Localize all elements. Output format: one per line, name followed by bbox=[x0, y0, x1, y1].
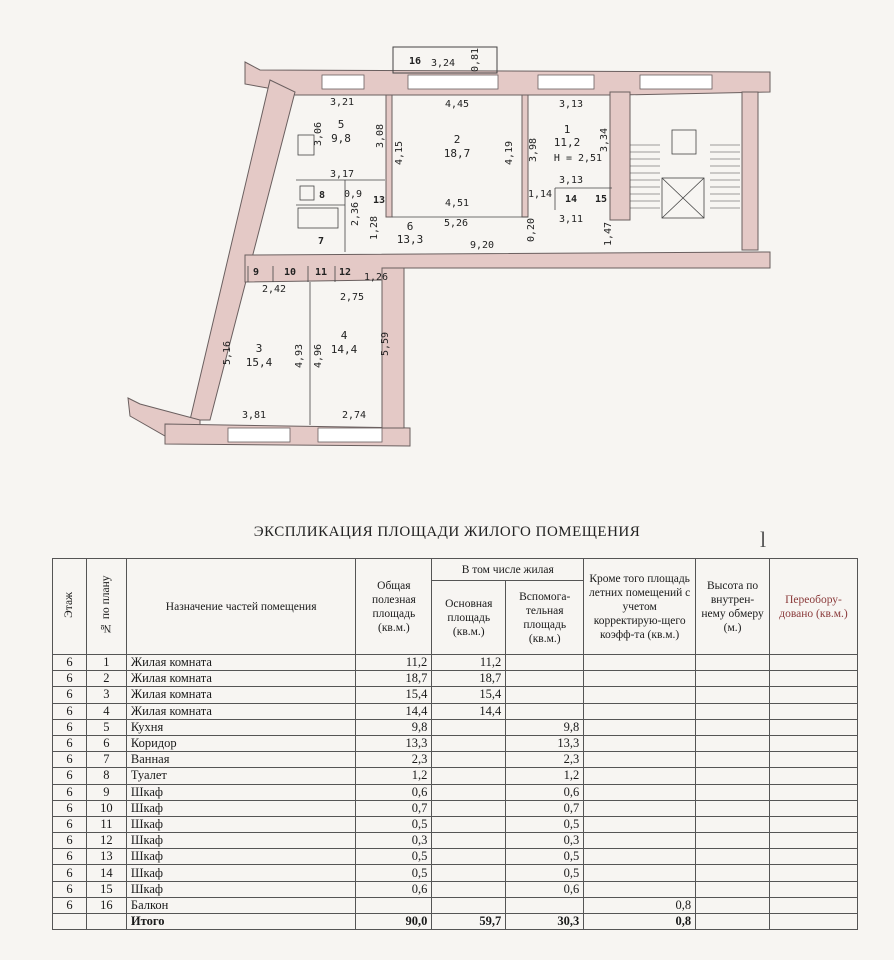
cell-name: Шкаф bbox=[126, 800, 356, 816]
table-row bbox=[53, 865, 858, 881]
cell-main: 15,4 bbox=[432, 687, 506, 703]
room-3-num: 3 bbox=[255, 342, 263, 355]
svg-text:3,08: 3,08 bbox=[375, 123, 386, 149]
cell-total bbox=[356, 897, 432, 913]
total-label: Итого bbox=[126, 914, 356, 930]
cell-rebuilt bbox=[770, 735, 858, 751]
cell-main bbox=[432, 735, 506, 751]
col-height: Высота по внутрен-нему обмеру (м.) bbox=[696, 559, 770, 655]
cell-height bbox=[696, 881, 770, 897]
svg-text:5,16: 5,16 bbox=[222, 340, 233, 366]
cell-num: 7 bbox=[86, 752, 126, 768]
table-row bbox=[53, 719, 858, 735]
room-6-area: 13,3 bbox=[396, 233, 424, 246]
svg-text:3,17: 3,17 bbox=[329, 169, 355, 180]
cell-aux bbox=[506, 671, 584, 687]
cell-height bbox=[696, 655, 770, 671]
cell-floor: 6 bbox=[53, 687, 87, 703]
col-aux: Вспомога-тельная площадь (кв.м.) bbox=[506, 581, 584, 655]
svg-text:5,26: 5,26 bbox=[443, 218, 469, 229]
cell-name: Ванная bbox=[126, 752, 356, 768]
cell-floor: 6 bbox=[53, 735, 87, 751]
total-aux: 30,3 bbox=[506, 914, 584, 930]
cell-name: Жилая комната bbox=[126, 655, 356, 671]
cell-floor: 6 bbox=[53, 849, 87, 865]
table-row bbox=[53, 735, 858, 751]
explication-table bbox=[52, 558, 858, 930]
cell-total: 0,5 bbox=[356, 816, 432, 832]
cell-aux: 0,5 bbox=[506, 865, 584, 881]
table-row bbox=[53, 800, 858, 816]
total-total: 90,0 bbox=[356, 914, 432, 930]
table-row bbox=[53, 752, 858, 768]
cell-num: 12 bbox=[86, 833, 126, 849]
table-row bbox=[53, 703, 858, 719]
cell-floor: 6 bbox=[53, 703, 87, 719]
col-floor: Этаж bbox=[53, 559, 87, 655]
total-summer: 0,8 bbox=[584, 914, 696, 930]
cell-rebuilt bbox=[770, 849, 858, 865]
cell-aux bbox=[506, 897, 584, 913]
room-4-area: 14,4 bbox=[330, 343, 358, 356]
table-row bbox=[53, 816, 858, 832]
svg-text:0,81: 0,81 bbox=[470, 47, 481, 73]
cell-floor: 6 bbox=[53, 816, 87, 832]
cell-total: 15,4 bbox=[356, 687, 432, 703]
cell-name: Кухня bbox=[126, 719, 356, 735]
svg-text:2,42: 2,42 bbox=[261, 284, 287, 295]
table-row bbox=[53, 833, 858, 849]
cell-total: 11,2 bbox=[356, 655, 432, 671]
cell-aux: 0,3 bbox=[506, 833, 584, 849]
col-incl: В том числе жилая bbox=[432, 559, 584, 581]
cell-num bbox=[86, 914, 126, 930]
cell-num: 1 bbox=[86, 655, 126, 671]
cell-main: 14,4 bbox=[432, 703, 506, 719]
cell-floor: 6 bbox=[53, 897, 87, 913]
col-num: № по плану bbox=[86, 559, 126, 655]
cell-name: Туалет bbox=[126, 768, 356, 784]
cell-main bbox=[432, 849, 506, 865]
cell-main bbox=[432, 897, 506, 913]
table-row bbox=[53, 655, 858, 671]
cell-summer bbox=[584, 655, 696, 671]
cell-num: 8 bbox=[86, 768, 126, 784]
table-row bbox=[53, 784, 858, 800]
svg-text:0,20: 0,20 bbox=[526, 217, 537, 243]
svg-text:2,75: 2,75 bbox=[339, 292, 365, 303]
cell-height bbox=[696, 752, 770, 768]
svg-text:4,19: 4,19 bbox=[504, 140, 515, 166]
cell-summer bbox=[584, 881, 696, 897]
cell-summer bbox=[584, 849, 696, 865]
cell-aux: 0,6 bbox=[506, 881, 584, 897]
cell-floor: 6 bbox=[53, 800, 87, 816]
table-row bbox=[53, 671, 858, 687]
table-row bbox=[53, 881, 858, 897]
cell-main bbox=[432, 784, 506, 800]
cell-rebuilt bbox=[770, 687, 858, 703]
handwritten-mark: l bbox=[760, 527, 767, 552]
table-row bbox=[53, 687, 858, 703]
label-12: 12 bbox=[338, 267, 352, 278]
cell-floor: 6 bbox=[53, 833, 87, 849]
cell-rebuilt bbox=[770, 800, 858, 816]
cell-rebuilt bbox=[770, 897, 858, 913]
cell-summer bbox=[584, 865, 696, 881]
cell-total: 2,3 bbox=[356, 752, 432, 768]
cell-height bbox=[696, 671, 770, 687]
cell-num: 6 bbox=[86, 735, 126, 751]
svg-text:4,45: 4,45 bbox=[444, 99, 470, 110]
col-total: Общая полезная площадь (кв.м.) bbox=[356, 559, 432, 655]
room-2-num: 2 bbox=[453, 133, 461, 146]
cell-name: Жилая комната bbox=[126, 671, 356, 687]
cell-floor: 6 bbox=[53, 865, 87, 881]
cell-total: 9,8 bbox=[356, 719, 432, 735]
col-summer: Кроме того площадь летних помещений с учетом корректирую-щего коэфф-та (кв.м.) bbox=[584, 559, 696, 655]
cell-rebuilt bbox=[770, 768, 858, 784]
cell-name: Шкаф bbox=[126, 784, 356, 800]
cell-num: 15 bbox=[86, 881, 126, 897]
cell-name: Шкаф bbox=[126, 833, 356, 849]
cell-summer bbox=[584, 752, 696, 768]
room-1-num: 1 bbox=[563, 123, 571, 136]
room-6-num: 6 bbox=[406, 220, 414, 233]
table-row bbox=[53, 849, 858, 865]
cell-main bbox=[432, 768, 506, 784]
cell-main bbox=[432, 833, 506, 849]
cell-main bbox=[432, 800, 506, 816]
cell-main: 18,7 bbox=[432, 671, 506, 687]
cell-summer bbox=[584, 833, 696, 849]
label-8: 8 bbox=[318, 190, 326, 201]
svg-text:1,26: 1,26 bbox=[363, 272, 389, 283]
room-2-area: 18,7 bbox=[443, 147, 471, 160]
cell-summer bbox=[584, 735, 696, 751]
svg-text:1,28: 1,28 bbox=[369, 215, 380, 241]
cell-floor: 6 bbox=[53, 719, 87, 735]
svg-text:3,21: 3,21 bbox=[329, 97, 355, 108]
svg-text:9,20: 9,20 bbox=[469, 240, 495, 251]
cell-rebuilt bbox=[770, 865, 858, 881]
cell-name: Шкаф bbox=[126, 865, 356, 881]
cell-total: 0,6 bbox=[356, 784, 432, 800]
cell-height bbox=[696, 719, 770, 735]
svg-text:1,47: 1,47 bbox=[603, 221, 614, 247]
svg-text:4,15: 4,15 bbox=[394, 140, 405, 166]
cell-num: 2 bbox=[86, 671, 126, 687]
cell-summer bbox=[584, 703, 696, 719]
cell-floor: 6 bbox=[53, 671, 87, 687]
cell-main bbox=[432, 881, 506, 897]
cell-height bbox=[696, 816, 770, 832]
cell-num: 4 bbox=[86, 703, 126, 719]
cell-total: 1,2 bbox=[356, 768, 432, 784]
cell-aux: 0,5 bbox=[506, 816, 584, 832]
cell-rebuilt bbox=[770, 784, 858, 800]
cell-floor bbox=[53, 914, 87, 930]
cell-floor: 6 bbox=[53, 881, 87, 897]
cell-num: 10 bbox=[86, 800, 126, 816]
label-13: 13 bbox=[372, 195, 386, 206]
cell-main bbox=[432, 752, 506, 768]
svg-text:3,13: 3,13 bbox=[558, 175, 584, 186]
room-5-num: 5 bbox=[337, 118, 345, 131]
cell-summer bbox=[584, 719, 696, 735]
svg-text:4,96: 4,96 bbox=[313, 343, 324, 369]
col-rebuilt: Переобору-довано (кв.м.) bbox=[770, 559, 858, 655]
cell-floor: 6 bbox=[53, 768, 87, 784]
cell-rebuilt bbox=[770, 833, 858, 849]
cell-rebuilt bbox=[770, 671, 858, 687]
svg-text:3,98: 3,98 bbox=[528, 137, 539, 163]
cell-main bbox=[432, 816, 506, 832]
cell-summer bbox=[584, 800, 696, 816]
cell-aux: 2,3 bbox=[506, 752, 584, 768]
total-main: 59,7 bbox=[432, 914, 506, 930]
label-16: 16 bbox=[408, 56, 422, 67]
cell-main: 11,2 bbox=[432, 655, 506, 671]
cell-aux: 13,3 bbox=[506, 735, 584, 751]
cell-num: 14 bbox=[86, 865, 126, 881]
cell-main bbox=[432, 719, 506, 735]
svg-text:2,36: 2,36 bbox=[350, 201, 361, 227]
cell-floor: 6 bbox=[53, 752, 87, 768]
cell-rebuilt bbox=[770, 881, 858, 897]
cell-name: Жилая комната bbox=[126, 703, 356, 719]
cell-total: 0,6 bbox=[356, 881, 432, 897]
col-main: Основная площадь (кв.м.) bbox=[432, 581, 506, 655]
cell-name: Коридор bbox=[126, 735, 356, 751]
cell-summer bbox=[584, 687, 696, 703]
cell-height bbox=[696, 703, 770, 719]
svg-text:3,81: 3,81 bbox=[241, 410, 267, 421]
room-5-area: 9,8 bbox=[331, 132, 351, 145]
cell-rebuilt bbox=[770, 655, 858, 671]
svg-text:3,13: 3,13 bbox=[558, 99, 584, 110]
cell-height bbox=[696, 865, 770, 881]
svg-text:3,24: 3,24 bbox=[430, 58, 456, 69]
label-10: 10 bbox=[283, 267, 297, 278]
cell-aux bbox=[506, 655, 584, 671]
cell-height bbox=[696, 800, 770, 816]
room-3-area: 15,4 bbox=[245, 356, 273, 369]
cell-num: 3 bbox=[86, 687, 126, 703]
cell-main bbox=[432, 865, 506, 881]
col-purpose: Назначение частей помещения bbox=[126, 559, 356, 655]
cell-name: Балкон bbox=[126, 897, 356, 913]
svg-text:3,34: 3,34 bbox=[599, 127, 610, 153]
svg-text:3,11: 3,11 bbox=[558, 214, 584, 225]
cell-rebuilt bbox=[770, 752, 858, 768]
cell-rebuilt bbox=[770, 914, 858, 930]
table-body bbox=[53, 655, 858, 930]
cell-rebuilt bbox=[770, 719, 858, 735]
cell-num: 11 bbox=[86, 816, 126, 832]
cell-total: 18,7 bbox=[356, 671, 432, 687]
cell-name: Шкаф bbox=[126, 816, 356, 832]
cell-aux: 1,2 bbox=[506, 768, 584, 784]
cell-height bbox=[696, 849, 770, 865]
cell-floor: 6 bbox=[53, 655, 87, 671]
cell-height bbox=[696, 687, 770, 703]
total-row bbox=[53, 914, 858, 930]
cell-num: 16 bbox=[86, 897, 126, 913]
cell-summer bbox=[584, 784, 696, 800]
svg-text:2,74: 2,74 bbox=[341, 410, 367, 421]
walls bbox=[128, 62, 770, 446]
table-row bbox=[53, 897, 858, 913]
cell-name: Шкаф bbox=[126, 849, 356, 865]
table-row bbox=[53, 768, 858, 784]
label-11: 11 bbox=[314, 267, 328, 278]
svg-text:4,93: 4,93 bbox=[294, 343, 305, 369]
cell-total: 13,3 bbox=[356, 735, 432, 751]
cell-total: 0,5 bbox=[356, 865, 432, 881]
label-9: 9 bbox=[252, 267, 260, 278]
cell-name: Жилая комната bbox=[126, 687, 356, 703]
cell-num: 9 bbox=[86, 784, 126, 800]
cell-rebuilt bbox=[770, 703, 858, 719]
cell-aux: 0,5 bbox=[506, 849, 584, 865]
cell-summer bbox=[584, 816, 696, 832]
svg-text:5,59: 5,59 bbox=[380, 331, 391, 357]
room-4-num: 4 bbox=[340, 329, 348, 342]
label-14: 14 bbox=[564, 194, 578, 205]
cell-aux bbox=[506, 703, 584, 719]
cell-height bbox=[696, 735, 770, 751]
label-15: 15 bbox=[594, 194, 608, 205]
page-title: ЭКСПЛИКАЦИЯ ПЛОЩАДИ ЖИЛОГО ПОМЕЩЕНИЯ bbox=[253, 524, 641, 540]
room-1-area: 11,2 bbox=[553, 136, 581, 149]
cell-aux: 9,8 bbox=[506, 719, 584, 735]
cell-total: 14,4 bbox=[356, 703, 432, 719]
cell-floor: 6 bbox=[53, 784, 87, 800]
svg-text:H = 2,51: H = 2,51 bbox=[553, 153, 603, 164]
cell-total: 0,5 bbox=[356, 849, 432, 865]
svg-text:4,51: 4,51 bbox=[444, 198, 470, 209]
cell-total: 0,7 bbox=[356, 800, 432, 816]
stairs bbox=[630, 145, 740, 208]
svg-text:3,06: 3,06 bbox=[313, 121, 324, 147]
cell-aux: 0,6 bbox=[506, 784, 584, 800]
cell-height bbox=[696, 914, 770, 930]
cell-rebuilt bbox=[770, 816, 858, 832]
cell-summer bbox=[584, 768, 696, 784]
cell-aux bbox=[506, 687, 584, 703]
cell-height bbox=[696, 897, 770, 913]
cell-height bbox=[696, 768, 770, 784]
cell-summer: 0,8 bbox=[584, 897, 696, 913]
cell-height bbox=[696, 784, 770, 800]
cell-num: 13 bbox=[86, 849, 126, 865]
cell-aux: 0,7 bbox=[506, 800, 584, 816]
label-7: 7 bbox=[317, 236, 325, 247]
cell-name: Шкаф bbox=[126, 881, 356, 897]
cell-total: 0,3 bbox=[356, 833, 432, 849]
cell-height bbox=[696, 833, 770, 849]
svg-text:1,14: 1,14 bbox=[527, 189, 553, 200]
cell-num: 5 bbox=[86, 719, 126, 735]
cell-summer bbox=[584, 671, 696, 687]
svg-text:0,9: 0,9 bbox=[343, 189, 363, 200]
